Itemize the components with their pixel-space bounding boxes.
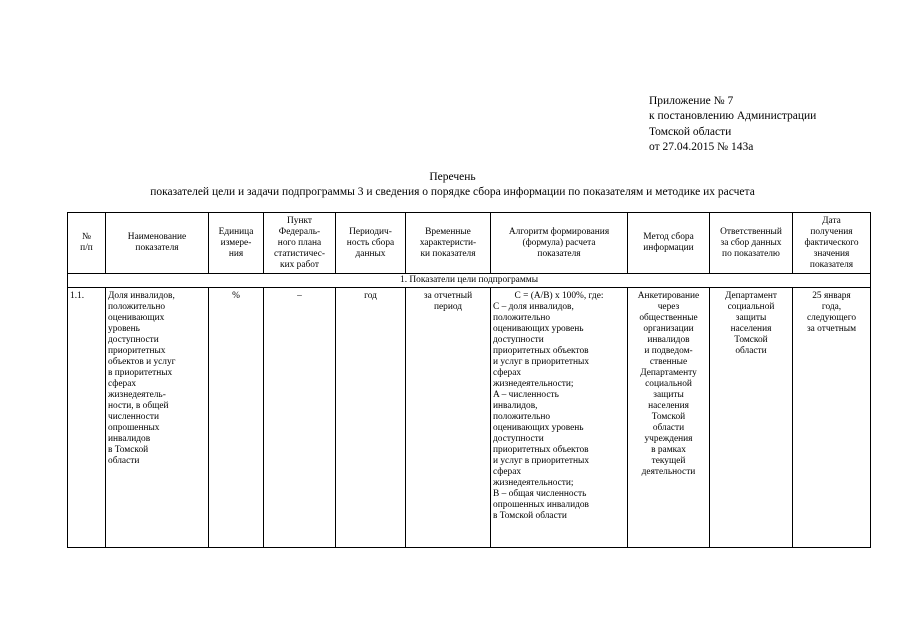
cell-method: Анкетирование через общественные организации инвалидов и подведом- ственные Департаменту социальной защиты населения Томской области учреждения в рамках текущей деятельности [628,288,710,548]
header-responsible: Ответственный за сбор данных по показателю [710,213,793,274]
cell-fed-plan: – [264,288,336,548]
header-periodicity: Периодич- ность сбора данных [336,213,406,274]
header-num: № п/п [68,213,106,274]
section-title: 1. Показатели цели подпрограммы [68,274,871,288]
cell-periodicity: год [336,288,406,548]
document-subtitle: показателей цели и задачи подпрограммы 3 и сведения о порядке сбора информации по показателям и методике их расчета [150,186,755,198]
section-row [68,274,871,288]
cell-date: 25 января года, следующего за отчетным [793,288,871,548]
appendix-line-2: к постановлению Администрации [649,110,817,123]
document-title: Перечень [429,171,476,183]
cell-name: Доля инвалидов, положительно оценивающих уровень доступности приоритетных объектов и услуг в приоритетных сферах жизнедеятель- ности, в общей численности опрошенных инвалидов в Томской области [106,288,209,548]
appendix-line-4: от 27.04.2015 № 143а [649,140,754,153]
cell-num: 1.1. [68,288,106,548]
cell-time-char: за отчетный период [406,288,491,548]
header-time-char: Временные характеристи- ки показателя [406,213,491,274]
appendix-line-3: Томской области [649,125,732,138]
appendix-block [649,94,816,155]
header-name: Наименование показателя [106,213,209,274]
cell-formula [491,288,628,548]
header-method: Метод сбора информации [628,213,710,274]
table-row [68,288,871,548]
formula-head: C = (A/B) x 100%, где: [514,291,604,301]
table-header-row [68,213,871,274]
header-fed-plan: Пункт Федераль- ного плана статистичес- ких работ [264,213,336,274]
header-formula: Алгоритм формирования (формула) расчета показателя [491,213,628,274]
cell-unit: % [209,288,264,548]
cell-responsible: Департамент социальной защиты населения Томской области [710,288,793,548]
header-date: Дата получения фактического значения показателя [793,213,871,274]
formula-body: C – доля инвалидов, положительно оценивающих уровень доступности приоритетных объектов и услуг в приоритетных сферах жизнедеятельности; A – численность инвалидов, положительно оценивающих уровень доступности приоритетных объектов и услуг в приоритетных сферах жизнедеятельности; B – общая численность опрошенных инвалидов в Томской области [493,302,590,521]
header-unit: Единица измере- ния [209,213,264,274]
indicators-table [67,212,871,548]
appendix-line-1: Приложение № 7 [649,95,734,107]
